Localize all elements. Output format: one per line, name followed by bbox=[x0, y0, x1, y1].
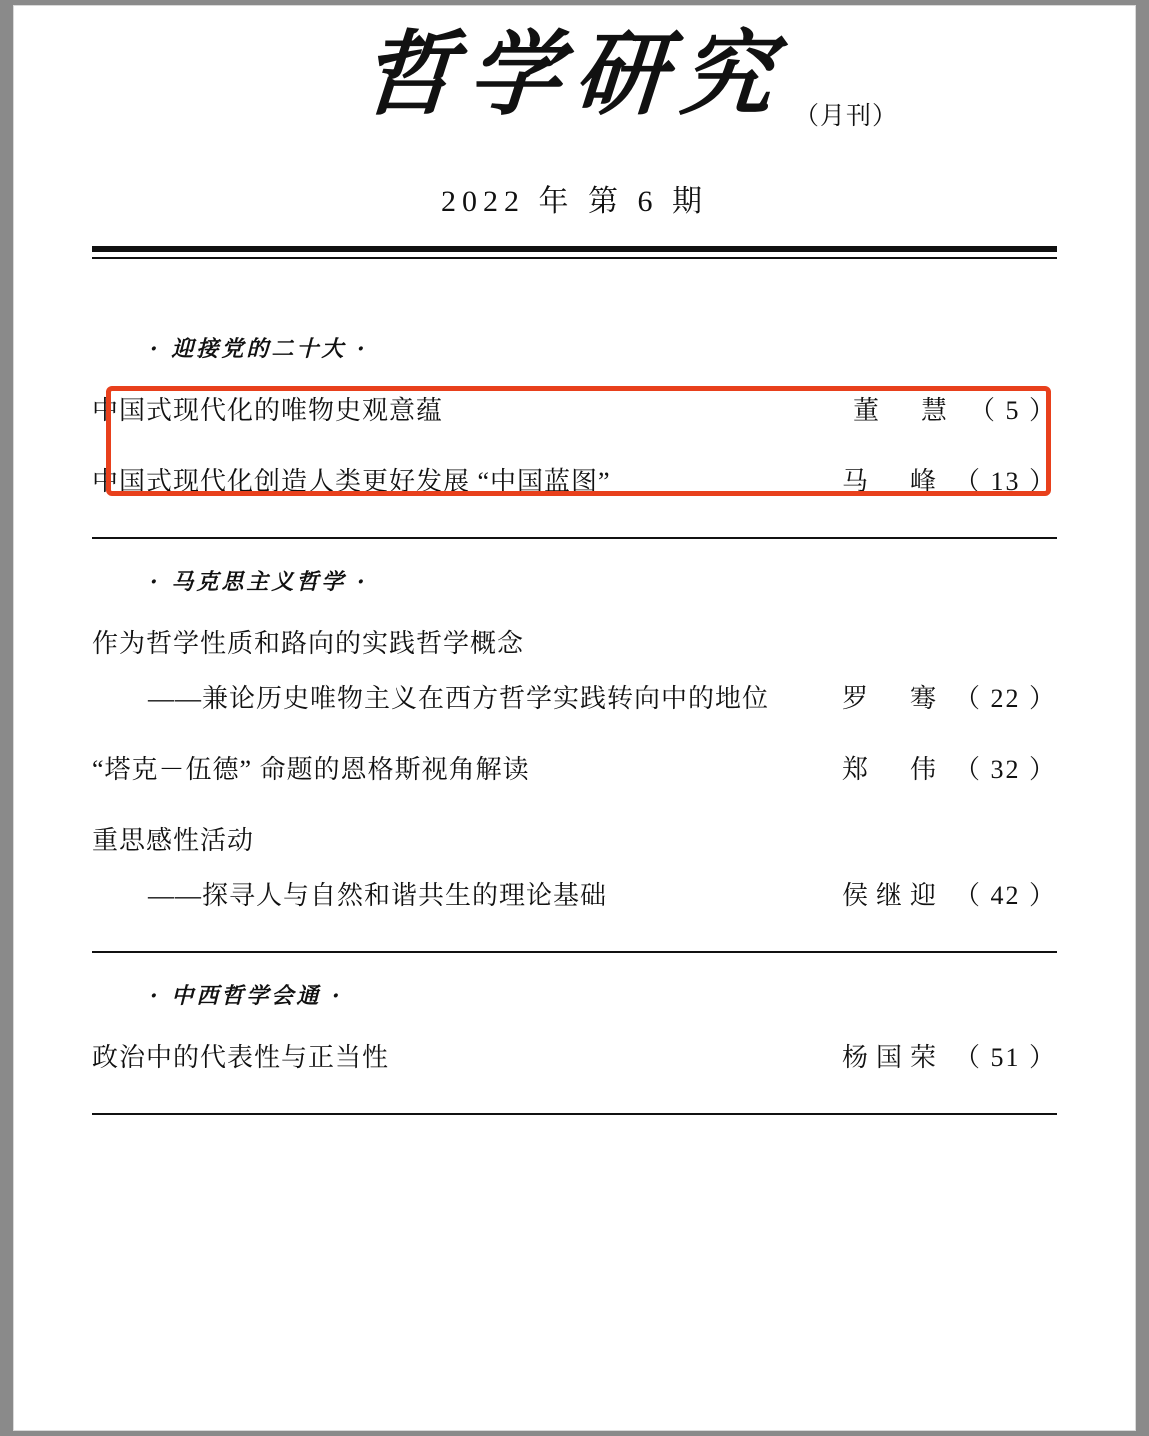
table-row[interactable] bbox=[92, 732, 1057, 803]
entry-page: （ 42 ） bbox=[953, 881, 1057, 910]
entry-title: 作为哲学性质和路向的实践哲学概念 bbox=[92, 629, 525, 658]
journal-periodicity: （月刊） bbox=[794, 103, 899, 130]
masthead bbox=[14, 6, 1135, 218]
section-heading: · 迎接党的二十大 · bbox=[150, 336, 368, 362]
entry-page: （ 32 ） bbox=[953, 755, 1057, 784]
entry-meta bbox=[842, 749, 1057, 786]
issue-line: 2022 年 第 6 期 bbox=[441, 185, 708, 218]
table-row-continuation[interactable] bbox=[92, 662, 1057, 732]
section-marxist-philosophy bbox=[92, 565, 1057, 953]
entry-meta bbox=[853, 390, 1057, 427]
masthead-rules bbox=[92, 246, 1057, 259]
table-row[interactable] bbox=[92, 606, 1057, 662]
entry-meta bbox=[842, 1037, 1057, 1074]
entry-meta bbox=[842, 461, 1057, 498]
entry-meta bbox=[842, 875, 1057, 912]
entry-page: （ 5 ） bbox=[968, 396, 1057, 425]
rule-thin bbox=[92, 257, 1057, 259]
section-divider bbox=[92, 537, 1057, 539]
section-divider bbox=[92, 951, 1057, 953]
rule-thick bbox=[92, 246, 1057, 252]
entry-author: 董 慧 bbox=[852, 396, 955, 425]
contents-list bbox=[92, 306, 1057, 1115]
entry-page: （ 13 ） bbox=[953, 467, 1057, 496]
journal-contents-page bbox=[14, 6, 1135, 1430]
table-row[interactable] bbox=[92, 373, 1057, 444]
entry-title: 中国式现代化创造人类更好发展 “中国蓝图” bbox=[92, 467, 611, 496]
entry-title: 中国式现代化的唯物史观意蕴 bbox=[92, 396, 444, 425]
table-row[interactable] bbox=[92, 1020, 1057, 1091]
section-welcome-congress bbox=[92, 332, 1057, 539]
entry-author: 侯继迎 bbox=[841, 881, 944, 910]
entry-author: 杨国荣 bbox=[841, 1043, 944, 1072]
table-row[interactable] bbox=[92, 803, 1057, 859]
table-row-continuation[interactable] bbox=[92, 859, 1057, 929]
section-divider bbox=[92, 1113, 1057, 1115]
entry-page: （ 51 ） bbox=[953, 1043, 1057, 1072]
entry-title: 重思感性活动 bbox=[92, 826, 255, 855]
journal-title: 哲学研究 bbox=[358, 20, 791, 128]
entry-page: （ 22 ） bbox=[953, 684, 1057, 713]
section-heading: · 中西哲学会通 · bbox=[150, 983, 343, 1009]
entry-title: “塔克－伍德” 命题的恩格斯视角解读 bbox=[92, 755, 530, 784]
entry-author: 罗 骞 bbox=[841, 684, 944, 713]
entry-subtitle: ——探寻人与自然和谐共生的理论基础 bbox=[148, 881, 608, 910]
entry-title: 政治中的代表性与正当性 bbox=[92, 1043, 390, 1072]
section-chinese-western-philosophy bbox=[92, 979, 1057, 1115]
entry-author: 马 峰 bbox=[841, 467, 944, 496]
entry-author: 郑 伟 bbox=[841, 755, 944, 784]
section-heading: · 马克思主义哲学 · bbox=[150, 569, 368, 595]
entry-subtitle: ——兼论历史唯物主义在西方哲学实践转向中的地位 bbox=[148, 684, 770, 713]
entry-meta bbox=[842, 678, 1057, 715]
table-row[interactable] bbox=[92, 444, 1057, 515]
